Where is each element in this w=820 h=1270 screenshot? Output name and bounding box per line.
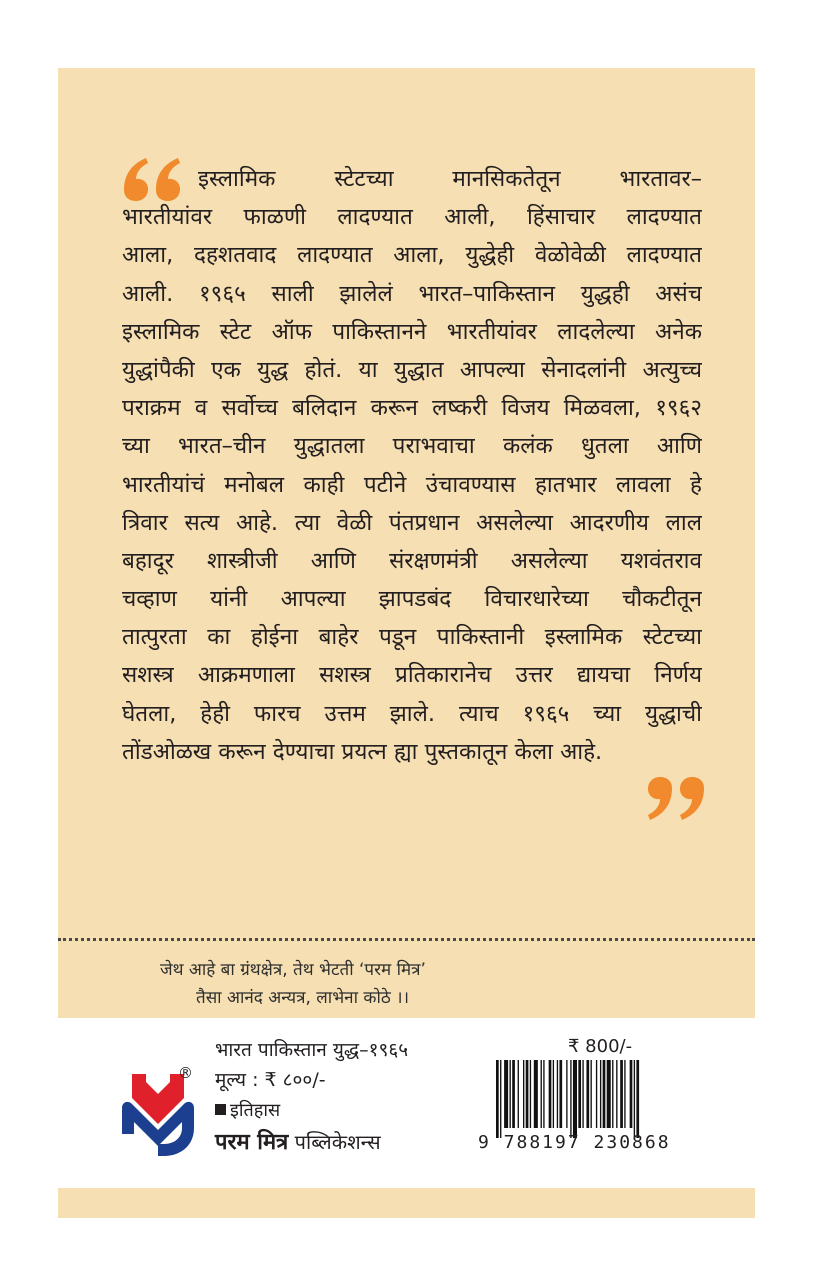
blurb-line: बहादूर शास्त्रीजी आणि संरक्षणमंत्री असलेल्या यशवंतराव — [122, 547, 702, 574]
price-line: मूल्य : ₹ ८००/- — [215, 1069, 326, 1091]
barcode-bar — [591, 1060, 592, 1128]
isbn-digits: 9 788197 230868 — [478, 1132, 671, 1153]
barcode-bar — [496, 1060, 499, 1138]
barcode-bar — [570, 1060, 571, 1138]
barcode-bar — [557, 1060, 558, 1128]
barcode-bar — [500, 1060, 501, 1138]
barcode-bar — [607, 1060, 611, 1128]
blurb-line: इस्लामिक स्टेट ऑफ पाकिस्तानने भारतीयांवर लादलेल्या अनेक — [122, 318, 702, 345]
barcode-bar — [518, 1060, 519, 1128]
barcode-bar — [616, 1060, 617, 1128]
barcode-bar — [620, 1060, 623, 1128]
dotted-divider — [58, 938, 755, 941]
blurb-line: त्रिवार सत्य आहे. त्या वेळी पंतप्रधान असलेल्या आदरणीय लाल — [122, 509, 702, 536]
barcode-bar — [634, 1060, 635, 1138]
barcode-bar — [510, 1060, 511, 1128]
publisher-name-rest: पब्लिकेशन्स — [288, 1130, 381, 1154]
blurb-line: च्या भारत–चीन युद्धातला पराभवाचा कलंक धुतला आणि — [122, 433, 702, 460]
barcode-bar — [636, 1060, 639, 1138]
barcode-bar — [596, 1060, 597, 1128]
barcode-bar — [549, 1060, 552, 1128]
barcode-bar — [630, 1060, 633, 1128]
barcode-bar — [566, 1060, 567, 1128]
category — [215, 1098, 280, 1122]
barcode-bar — [512, 1060, 515, 1128]
square-bullet-icon — [215, 1104, 226, 1115]
publisher-name-bold: परम मित्र — [215, 1130, 289, 1155]
blurb-line: घेतला, हेही फारच उत्तम झाले. त्याच १९६५ च्या युद्धाची — [122, 700, 702, 727]
motto — [160, 956, 680, 1012]
barcode-bar — [526, 1060, 529, 1128]
blurb-line: सशस्त्र आक्रमणाला सशस्त्र प्रतिकारानेच उत्तर द्यायचा निर्णय — [122, 662, 702, 689]
barcode-bar — [586, 1060, 589, 1128]
blurb-line: पराक्रम व सर्वोच्च बलिदान करून लष्करी विजय मिळवला, १९६२ — [122, 395, 702, 422]
barcode-bar — [600, 1060, 601, 1128]
blurb-line: तोंडओळख करून देण्याचा प्रयत्न ह्या पुस्तकातून केला आहे. — [122, 738, 603, 765]
barcode-bar — [530, 1060, 531, 1128]
blurb-line: इस्लामिक स्टेटच्या मानसिकतेतून भारतावर– — [198, 166, 702, 192]
barcode-bar — [612, 1060, 613, 1128]
barcode-bar — [543, 1060, 544, 1128]
category-label: इतिहास — [230, 1100, 281, 1121]
motto-line-1: जेथ आहे बा ग्रंथक्षेत्र, तेथ भेटती ‘परम मित्र’ — [160, 960, 426, 980]
publisher-name — [215, 1126, 381, 1156]
blurb-line: भारतीयांवर फाळणी लादण्यात आली, हिंसाचार लादण्यात — [122, 204, 702, 231]
blurb-line: आला, दहशतवाद लादण्यात आला, युद्धेही वेळोवेळी लादण्यात — [122, 242, 702, 269]
barcode-bar — [559, 1060, 562, 1128]
barcode-bar — [553, 1060, 554, 1128]
barcode-bar — [541, 1060, 542, 1128]
blurb-text — [122, 160, 702, 771]
barcode-bar — [573, 1060, 577, 1138]
barcode-bar — [534, 1060, 538, 1128]
blurb-line: आली. १९६५ साली झालेलं भारत–पाकिस्तान युद्धही असंच — [122, 280, 702, 307]
blurb-line: भारतीयांचं मनोबल काही पटीने उंचावण्यास हातभार लावला हे — [122, 471, 702, 498]
blurb-line: चव्हाण यांनी आपल्या झापडबंद विचारधारेच्या चौकटीतून — [122, 586, 702, 613]
blurb-line: तात्पुरता का होईना बाहेर पडून पाकिस्तानी इस्लामिक स्टेटच्या — [122, 624, 702, 651]
barcode-bar — [603, 1060, 606, 1128]
close-quote-icon — [640, 772, 710, 832]
motto-line-2: तैसा आनंद अन्यत्र, लाभेना कोठे ।। — [196, 988, 410, 1008]
book-title: भारत पाकिस्तान युद्ध–१९६५ — [215, 1039, 409, 1061]
barcode-bar — [523, 1060, 524, 1128]
barcode-bar — [624, 1060, 625, 1128]
barcode-bar — [504, 1060, 508, 1128]
price-label: ₹ 800/- — [568, 1036, 633, 1057]
barcode-bar — [582, 1060, 583, 1128]
registered-mark: ® — [178, 1064, 193, 1082]
blurb-line: युद्धांपैकी एक युद्ध होतं. या युद्धात आपल्या सेनादलांनी अत्युच्च — [122, 356, 702, 383]
barcode-bar — [578, 1060, 581, 1128]
